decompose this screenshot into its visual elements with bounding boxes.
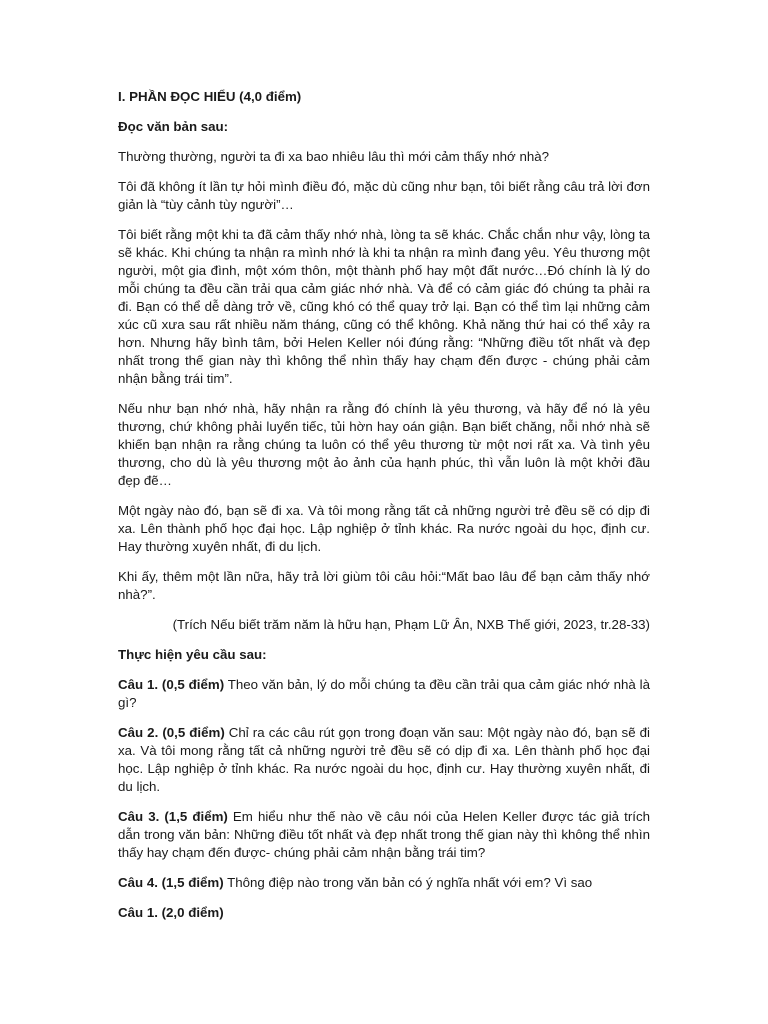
question-label: Câu 2. (0,5 điểm) (118, 725, 225, 740)
question-text: Thông điệp nào trong văn bản có ý nghĩa nhất với em? Vì sao (223, 875, 593, 890)
question-text: Theo văn bản, lý do mỗi chúng ta đều cần trải qua cảm giác nhớ nhà là gì? (118, 677, 651, 710)
passage-paragraph-3: Tôi biết rằng một khi ta đã cảm thấy nhớ nhà, lòng ta sẽ khác. Chắc chắn như vậy, lòng ta sẽ khác. Khi chúng ta nhận ra mình nhớ là khi ta nhận ra mình đang yêu. Yêu thương một người, một gia đình, một xóm thôn, một thành phố hay một đất nước…Đó chính là lý do mỗi chúng ta đều cần trải qua cảm giác nhớ nhà. Và để có cảm giác đó chúng ta phải ra đi. Bạn có thể dễ dàng trở về, cũng khó có thể quay trở lại. Bạn có thể tìm lại những cảm xúc cũ xưa sau rất nhiều năm tháng, cũng có thể không. Khả năng thứ hai có thể xảy ra hơn. Nhưng hãy bình tâm, bởi Helen Keller nói đúng rằng: “Những điều tốt nhất và đẹp nhất trong thế gian này thì không thể nhìn thấy hay chạm đến được - chúng phải cảm nhận bằng trái tim”. (118, 227, 650, 386)
passage-paragraph-4: Nếu như bạn nhớ nhà, hãy nhận ra rằng đó chính là yêu thương, và hãy để nó là yêu thương, chứ không phải luyến tiếc, tủi hờn hay oán giận. Bạn biết chăng, nỗi nhớ nhà sẽ khiến bạn nhận ra rằng chúng ta luôn có thể yêu thương từ một nơi rất xa. Và tình yêu thương, cho dù là yêu thương một ảo ảnh của hạnh phúc, thì vẫn luôn là một khởi đầu đẹp đẽ… (118, 401, 650, 488)
read-instruction: Đọc văn bản sau: (118, 119, 229, 134)
passage-paragraph-5: Một ngày nào đó, bạn sẽ đi xa. Và tôi mong rằng tất cả những người trẻ đều sẽ có dịp đi xa. Lên thành phố học đại học. Lập nghiệp ở tỉnh khác. Ra nước ngoài du học, định cư. Hay thường xuyên nhất, đi du lịch. (118, 503, 650, 554)
document-page (118, 88, 650, 934)
question-3 (118, 808, 650, 862)
question-text: Chỉ ra các câu rút gọn trong đoạn văn sau: Một ngày nào đó, bạn sẽ đi xa. Và tôi mong rằng tất cả những người trẻ đều sẽ có dịp đi xa. Lên thành phố học đại học. Lập nghiệp ở tỉnh khác. Ra nước ngoài du học, định cư. Hay thường xuyên nhất, đi du lịch. (118, 725, 650, 794)
question-1 (118, 676, 650, 712)
question-label: Câu 1. (2,0 điểm) (118, 905, 224, 920)
section-title: I. PHẦN ĐỌC HIỂU (4,0 điểm) (118, 89, 302, 104)
passage-paragraph-2: Tôi đã không ít lần tự hỏi mình điều đó, mặc dù cũng như bạn, tôi biết rằng câu trả lời đơn giản là “tùy cảnh tùy người”… (118, 179, 650, 212)
question-label: Câu 1. (0,5 điểm) (118, 677, 225, 692)
question-label: Câu 4. (1,5 điểm) (118, 875, 224, 890)
tasks-heading: Thực hiện yêu cầu sau: (118, 647, 267, 662)
passage-paragraph-6: Khi ấy, thêm một lần nữa, hãy trả lời giùm tôi câu hỏi:“Mất bao lâu để bạn cảm thấy nhớ nhà?”. (118, 569, 650, 602)
question-5 (118, 904, 650, 922)
source-citation: (Trích Nếu biết trăm năm là hữu hạn, Phạm Lữ Ân, NXB Thế giới, 2023, tr.28-33) (172, 617, 650, 632)
question-4 (118, 874, 650, 892)
question-label: Câu 3. (1,5 điểm) (118, 809, 228, 824)
passage-paragraph-1: Thường thường, người ta đi xa bao nhiêu lâu thì mới cảm thấy nhớ nhà? (118, 149, 550, 164)
question-text: Em hiểu như thế nào về câu nói của Helen Keller được tác giả trích dẫn trong văn bản: Những điều tốt nhất và đẹp nhất trong thế gian này thì không thể nhìn thấy hay chạm đến được- chúng phải cảm nhận bằng trái tim? (118, 809, 650, 860)
question-2 (118, 724, 650, 796)
